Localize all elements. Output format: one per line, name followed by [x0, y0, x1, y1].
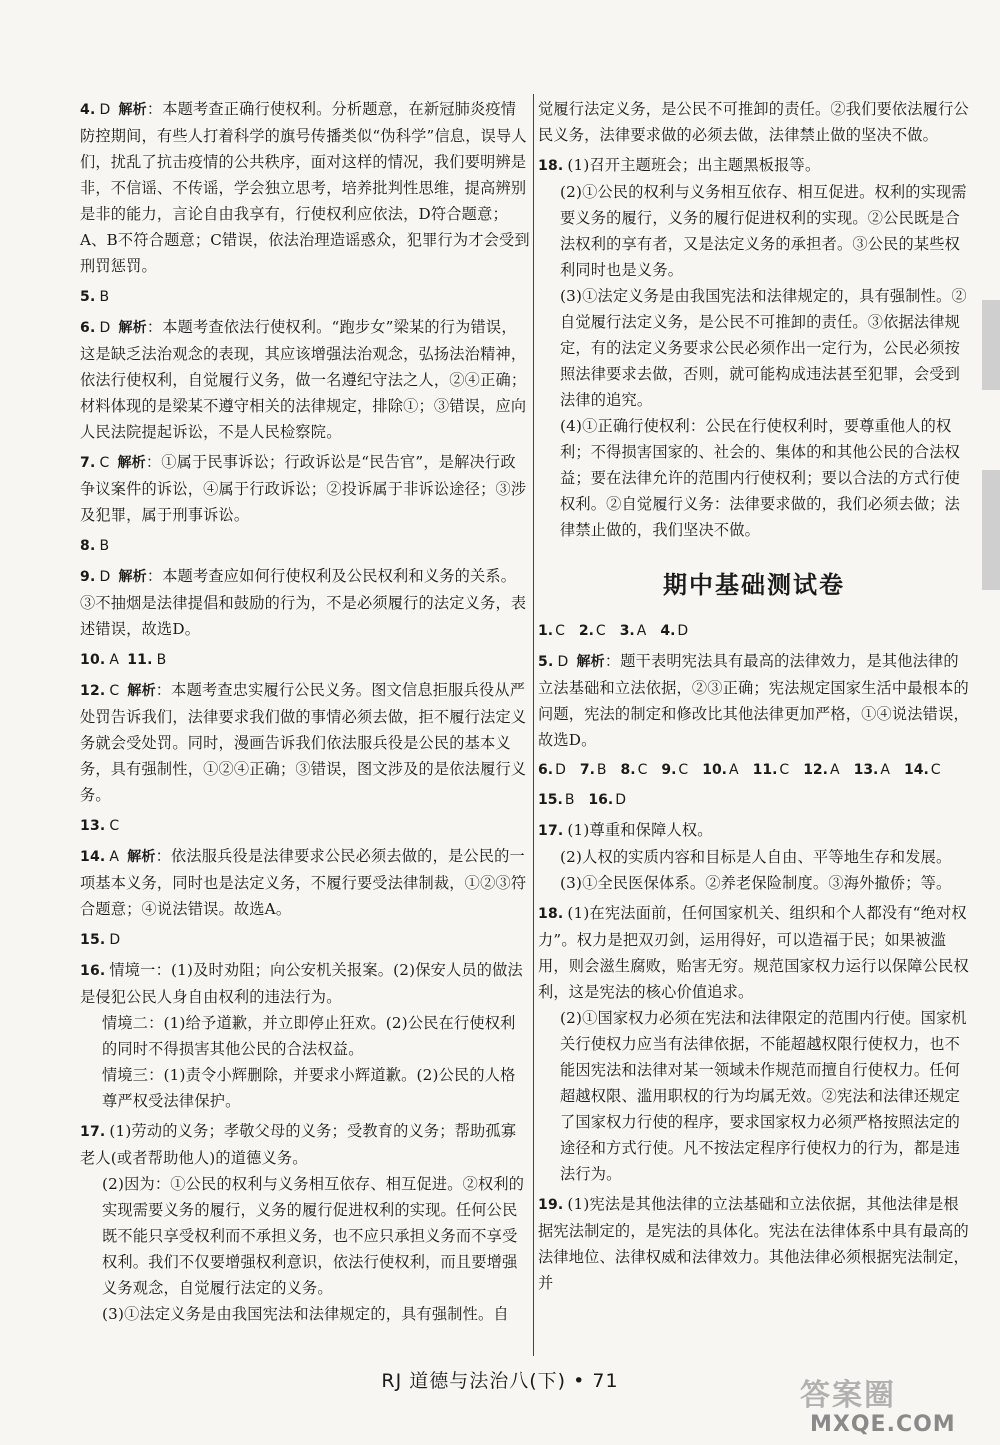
answer-choice: B [564, 792, 575, 808]
answer-line [538, 1191, 970, 1296]
answer-text: (1)在宪法面前，任何国家机关、组织和个人都没有“绝对权力”。权力是把双刃剑，运用得好，可以造福于民；如果被滥用，则会滋生腐败，贻害无穷。规范国家权力运行以保障公民权利，这是宪法的核心价值追求。 [538, 904, 969, 1001]
answer-choice: C [678, 762, 689, 778]
short-answer [621, 762, 648, 778]
answer-item [80, 283, 530, 310]
question-number: 16. [80, 963, 106, 979]
answer-choice: C [779, 762, 790, 778]
answer-line [80, 957, 530, 1010]
answer-sub-line: 情境三：(1)责令小辉删除，并要求小辉道歉。(2)公民的人格尊严权受法律保护。 [102, 1066, 516, 1110]
question-number: 7. [80, 455, 96, 471]
answer-text: (1)劳动的义务；孝敬父母的义务；受教育的义务；帮助孤寡老人(或者帮助他人)的道德义务。 [80, 1122, 517, 1167]
answer-choice: D [615, 792, 627, 808]
answer-item [538, 1191, 970, 1296]
answer-choice: B [99, 289, 110, 305]
answer-sub-line: (3)①法定义务是由我国宪法和法律规定的，具有强制性。自 [102, 1305, 509, 1323]
answer-sub-line: (2)因为：①公民的权利与义务相互依存、相互促进。②权利的实现需要义务的履行，义务的履行促进权利的实现。任何公民既不能只享受权利而不承担义务，也不应只承担义务而不享受权利。我们不仅要增强权利意识，依法行使权利，而且要增强义务观念，自觉履行法定的义务。 [102, 1175, 525, 1297]
answer-sub-line: (3)①法定义务是由我国宪法和法律规定的，具有强制性。②自觉履行法定义务，是公民不可推卸的责任。③依据法律规定，有的法定义务要求公民必须作出一定行为，公民必须按照法律要求去做，否则，就可能构成违法甚至犯罪，会受到法律的追究。 [560, 287, 967, 409]
short-answer [538, 623, 565, 639]
answer-item-5 [538, 648, 970, 753]
answer-item [80, 96, 530, 279]
answer-line [538, 648, 970, 753]
short-answer [661, 762, 688, 778]
watermark-badge: 答案圈 [800, 1378, 896, 1413]
short-answer [803, 762, 839, 778]
short-answer [854, 762, 890, 778]
short-answer [620, 623, 647, 639]
answer-text: (1)召开主题班会；出主题黑板报等。 [567, 156, 821, 174]
answer-item [80, 926, 530, 953]
answer-choice: A [830, 762, 840, 778]
question-number: 15. [538, 792, 563, 808]
question-number: 18. [538, 906, 564, 922]
analysis-label: 解析 [118, 102, 147, 118]
short-answer [580, 762, 607, 778]
short-answer [538, 762, 566, 778]
answer-choice: C [595, 623, 606, 639]
right-column [538, 96, 970, 1300]
answer-text: ：题干表明宪法具有最高的法律效力，是其他法律的立法基础和立法依据，②③正确；宪法规定国家生活中最根本的问题，宪法的制定和修改比其他法律更加严格，①④说法错误，故选D。 [538, 652, 969, 749]
answer-choice: A [729, 762, 739, 778]
section-title: 期中基础测试卷 [663, 571, 845, 599]
answer-item [538, 900, 970, 1187]
question-number: 6. [80, 320, 96, 336]
answer-item [80, 1118, 530, 1327]
question-number: 12. [80, 683, 106, 699]
watermark-url: MXQE.COM [810, 1412, 956, 1437]
answer-item [80, 314, 530, 445]
answer-choice: D [99, 102, 111, 118]
answer-text: (1)尊重和保障人权。 [567, 821, 713, 839]
question-number: 10. [80, 652, 106, 668]
answer-choice: C [555, 623, 565, 639]
answer-text: ：依法服兵役是法律要求公民必须去做的，是公民的一项基本义务，同时也是法定义务，不履行要受法律制裁，①②③符合题意；④说法错误。故选A。 [80, 847, 527, 918]
question-number: 4. [80, 102, 96, 118]
short-answer [538, 792, 574, 808]
page-edge-mark [982, 470, 1000, 590]
answer-item [538, 648, 970, 753]
answer-choice: B [596, 762, 607, 778]
answer-choice: D [99, 320, 111, 336]
answer-item [538, 152, 970, 543]
answer-line [80, 926, 530, 953]
question-number: 11. [752, 762, 778, 778]
answer-item [538, 817, 970, 896]
question-number: 8. [620, 762, 636, 778]
question-number: 16. [588, 792, 614, 808]
answer-line [80, 563, 530, 642]
answer-line [538, 152, 970, 179]
short-answers-row [538, 757, 970, 783]
question-number: 4. [660, 623, 676, 639]
answer-choice: C [109, 683, 120, 699]
question-number: 17. [80, 1124, 106, 1140]
answer-choice: A [636, 623, 647, 639]
question-number: 3. [619, 623, 635, 639]
answer-sub-line: (3)①全民医保体系。②养老保险制度。③海外撤侨；等。 [560, 874, 952, 892]
answer-text: (1)宪法是其他法律的立法基础和立法依据，其他法律是根据宪法制定的，是宪法的具体化。宪法在法律体系中具有最高的法律地位、法律权威和法律效力。其他法律必须根据宪法制定，并 [538, 1195, 969, 1292]
question-number: 8. [80, 538, 96, 554]
answer-text: ：本题考查依法行使权利。“跑步女”梁某的行为错误，这是缺乏法治观念的表现，其应该增强法治观念，弘扬法治精神，依法行使权利，自觉履行义务，做一名遵纪守法之人，②④正确；材料体现的是梁某不遵守相关的法律规定，排除①；③错误，应向人民法院提起诉讼，不是人民检察院。 [80, 318, 527, 441]
answer-item [80, 449, 530, 528]
answer-sub-line: 情境二：(1)给予道歉，并立即停止狂欢。(2)公民在行使权利的同时不得损害其他公民的合法权益。 [102, 1014, 516, 1058]
answer-text: ：本题考查忠实履行公民义务。图文信息拒服兵役从严处罚告诉我们，法律要求我们做的事情必须去做，拒不履行法定义务就会受处罚。同时，漫画告诉我们依法服兵役是公民的基本义务，具有强制性，①②④正确；③错误，图文涉及的是依法履行义务。 [80, 681, 527, 804]
page-footer: RJ 道德与法治八(下) • 71 [381, 1370, 619, 1392]
answer-choice: C [637, 762, 648, 778]
answer-choice: D [109, 932, 121, 948]
answer-item [538, 96, 970, 148]
answer-line [80, 283, 530, 310]
short-answer [753, 762, 790, 778]
watermark-logo [800, 1370, 995, 1440]
answer-sub-line: (2)人权的实质内容和目标是人自由、平等地生存和发展。 [560, 848, 952, 866]
answer-item [80, 532, 530, 559]
page-edge-mark [982, 300, 1000, 390]
question-number: 5. [80, 289, 96, 305]
answer-choice: D [677, 623, 689, 639]
question-number: 2. [578, 623, 594, 639]
question-number: 9. [661, 762, 677, 778]
short-answers-row [538, 787, 970, 813]
question-number: 15. [80, 932, 106, 948]
answer-line [80, 843, 530, 922]
answer-text: ：本题考查正确行使权利。分析题意，在新冠肺炎疫情防控期间，有些人打着科学的旗号传播类似“伪科学”信息，误导人们，扰乱了抗击疫情的公共秩序，面对这样的情况，我们要明辨是非，不信谣、不传谣，学会独立思考，培养批判性思维，提高辨别是非的能力，言论自由我享有，行使权利应依法，D符合题意；A、B不符合题意；C错误，依法治理造谣惑众，犯罪行为才会受到刑罚惩罚。 [80, 100, 530, 275]
analysis-label: 解析 [127, 683, 156, 699]
answer-sub-line: (2)①公民的权利与义务相互依存、相互促进。权利的实现需要义务的履行，义务的履行促进权利的实现。②公民既是合法权利的享有者，又是法定义务的承担者。③公民的某些权利同时也是义务。 [560, 183, 967, 279]
left-column [80, 96, 530, 1331]
analysis-label: 解析 [117, 455, 146, 471]
answer-choice: B [156, 652, 167, 668]
right-bottom-answers [538, 817, 970, 1296]
short-answer [660, 623, 688, 639]
question-number: 17. [538, 823, 564, 839]
question-number: 14. [80, 849, 106, 865]
short-answer [904, 762, 941, 778]
answer-line [80, 1118, 530, 1171]
analysis-label: 解析 [118, 320, 147, 336]
question-number: 13. [853, 762, 879, 778]
answer-choice: D [555, 762, 566, 778]
answer-text: 情境一：(1)及时劝阻；向公安机关报案。(2)保安人员的做法是侵犯公民人身自由权利的违法行为。 [80, 961, 523, 1006]
answer-line [80, 96, 530, 279]
short-answers-row [538, 618, 970, 644]
short-answer [579, 623, 606, 639]
answer-choice: B [99, 538, 110, 554]
answer-item [80, 812, 530, 839]
question-number: 6. [538, 762, 554, 778]
column-divider [533, 94, 534, 1356]
answer-line [80, 677, 530, 808]
question-number: 10. [702, 762, 728, 778]
question-number: 14. [903, 762, 929, 778]
answer-line [80, 812, 530, 839]
answer-choice: C [109, 818, 120, 834]
answer-text: 觉履行法定义务，是公民不可推卸的责任。②我们要依法履行公民义务，法律要求做的必须去做，法律禁止做的坚决不做。 [538, 100, 969, 144]
answer-item [80, 843, 530, 922]
short-answer [588, 792, 626, 808]
answer-choice: C [930, 762, 941, 778]
short-answer [702, 762, 738, 778]
question-number: 5. [538, 654, 554, 670]
analysis-label: 解析 [127, 849, 156, 865]
answer-item [80, 646, 530, 673]
answer-choice: C [99, 455, 110, 471]
question-number: 9. [80, 569, 96, 585]
analysis-label: 解析 [118, 569, 147, 585]
question-number: 18. [538, 158, 564, 174]
answer-line [80, 314, 530, 445]
answer-text: ：①属于民事诉讼；行政诉讼是“民告官”，是解决行政争议案件的诉讼，④属于行政诉讼；②投诉属于非诉讼途径；③涉及犯罪，属于刑事诉讼。 [80, 453, 527, 524]
answer-choice: A [109, 849, 120, 865]
answer-sub-line: (4)①正确行使权利：公民在行使权利时，要尊重他人的权利；不得损害国家的、社会的、集体的和其他公民的合法权益；要在法律允许的范围内行使权利；要以合法的方式行使权利。②自觉履行义务：法律要求做的，我们必须去做；法律禁止做的，我们坚决不做。 [560, 417, 961, 539]
answer-line [80, 449, 530, 528]
answer-item [80, 957, 530, 1114]
answer-sub-line: (2)①国家权力必须在宪法和法律限定的范围内行使。国家机关行使权力应当有法律依据，不能超越权限行使权力，也不能因宪法和法律对某一领域未作规范而擅自行使权力。任何超越权限、滥用职权的行为均属无效。②宪法和法律还规定了国家权力行使的程序，要求国家权力必须严格按照法定的途径和方式行使。凡不按法定程序行使权力的行为，都是违法行为。 [560, 1009, 967, 1183]
question-number: 11. [127, 652, 153, 668]
question-number: 1. [538, 623, 554, 639]
answer-choice: A [109, 652, 120, 668]
answer-choice: D [557, 654, 569, 670]
answer-line [80, 646, 530, 673]
question-number: 7. [579, 762, 595, 778]
answer-text: ：本题考查应如何行使权利及公民权利和义务的关系。③不抽烟是法律提倡和鼓励的行为，不是必须履行的法定义务，表述错误，故选D。 [80, 567, 527, 638]
answer-item [80, 563, 530, 642]
answer-item [80, 677, 530, 808]
answer-line [80, 532, 530, 559]
question-number: 12. [803, 762, 828, 778]
answer-line [538, 900, 970, 1005]
answer-line [538, 817, 970, 844]
answer-line [538, 96, 970, 148]
analysis-label: 解析 [576, 654, 605, 670]
answer-choice: A [880, 762, 890, 778]
question-number: 19. [538, 1197, 564, 1213]
answer-choice: D [99, 569, 111, 585]
right-top-answers [538, 96, 970, 543]
question-number: 13. [80, 818, 106, 834]
